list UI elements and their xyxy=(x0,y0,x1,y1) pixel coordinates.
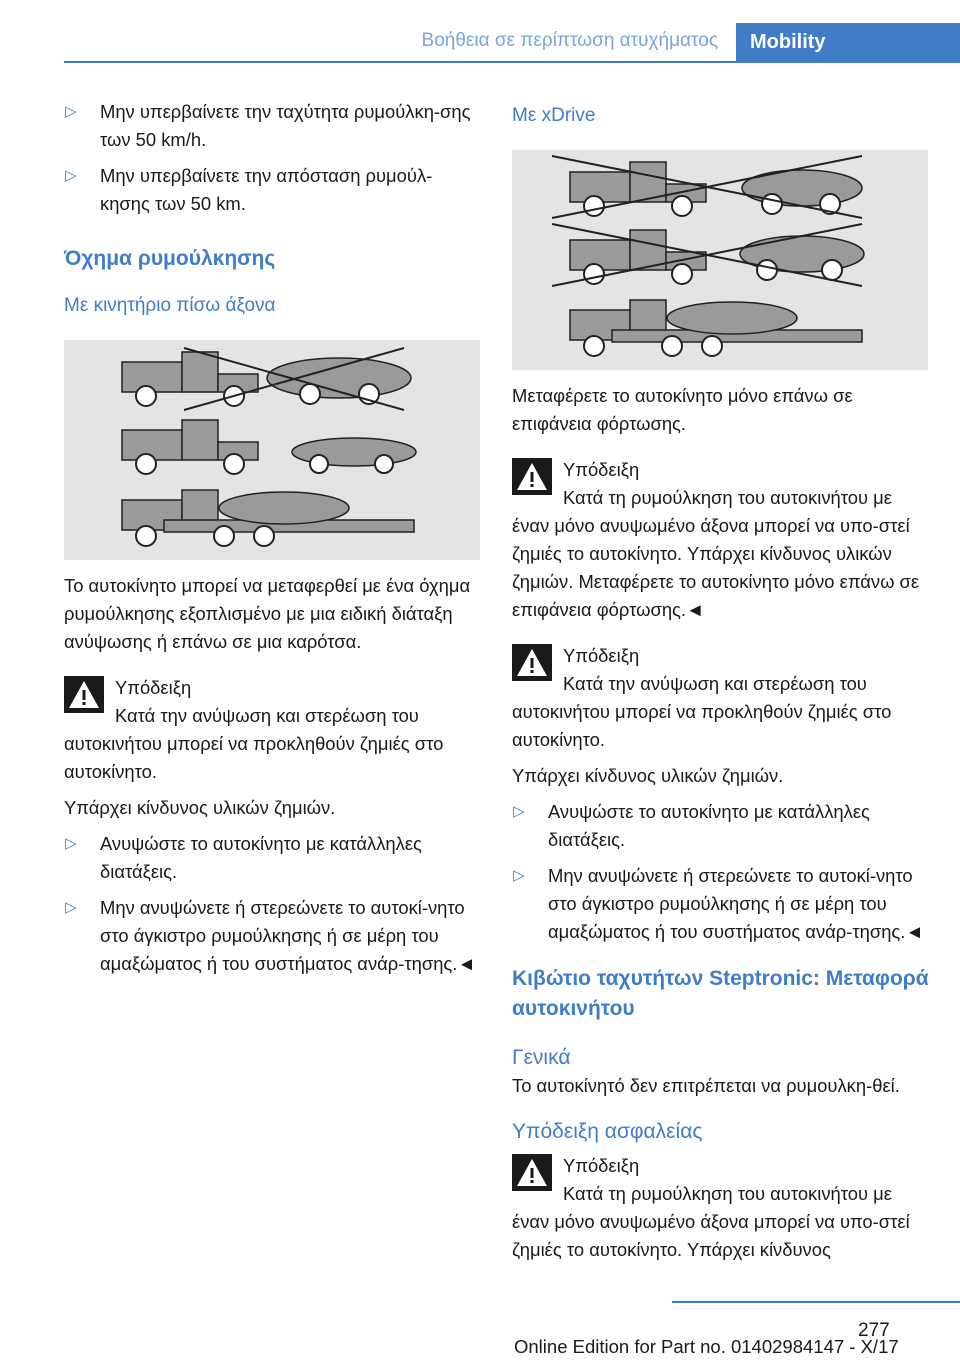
tow-vehicles-illustration xyxy=(512,150,928,370)
paragraph: Μεταφέρετε το αυτοκίνητο μόνο επάνω σε επιφάνεια φόρτωσης. xyxy=(512,385,853,434)
tow-truck-figure-rwd xyxy=(64,340,480,560)
section-heading: Κιβώτιο ταχυτήτων Steptronic: Μεταφορά αυτοκινήτου xyxy=(512,967,929,1020)
triangle-bullet-icon: ▷ xyxy=(65,103,77,120)
warning-note xyxy=(512,1152,929,1264)
warning-text-first: Κατά τη ρυμούλκηση του αυτοκινήτου με xyxy=(563,1183,892,1204)
list-item: ▷ Ανυψώστε το αυτοκίνητο με κατάλληλες διατάξεις. xyxy=(512,798,929,854)
paragraph: Το αυτοκίνητο μπορεί να μεταφερθεί με ένα όχημα ρυμούλκησης εξοπλισμένο με μια ειδική διάταξη ανύψωσης ή επάνω σε μια καρότσα. xyxy=(64,575,471,652)
subsection-heading: Με κινητήριο πίσω άξονα xyxy=(64,295,276,316)
warning-triangle-icon xyxy=(512,1154,552,1191)
header-rule xyxy=(64,61,736,63)
warning-title: Υπόδειξη xyxy=(563,459,640,480)
warning-text-first: Κατά τη ρυμούλκηση του αυτοκινήτου με xyxy=(563,487,892,508)
warning-note xyxy=(512,456,929,624)
warning-text: αυτοκινήτου μπορεί να προκληθούν ζημιές στο αυτοκίνητο. xyxy=(64,733,444,782)
warning-title: Υπόδειξη xyxy=(115,677,192,698)
section-title: Βοήθεια σε περίπτωση ατυχήματος xyxy=(421,30,718,51)
right-column xyxy=(512,98,929,1264)
subsection-heading-general: Γενικά xyxy=(512,1046,571,1069)
warning-title: Υπόδειξη xyxy=(563,645,640,666)
triangle-bullet-icon: ▷ xyxy=(513,867,525,884)
page-header xyxy=(64,0,960,64)
edition-label: Online Edition for Part no. 01402984147 - X/17 xyxy=(514,1336,899,1357)
triangle-bullet-icon: ▷ xyxy=(513,803,525,820)
triangle-bullet-icon: ▷ xyxy=(65,167,77,184)
warning-text-first: Κατά την ανύψωση και στερέωση του xyxy=(115,705,419,726)
warning-text-first: Κατά την ανύψωση και στερέωση του xyxy=(563,673,867,694)
left-column xyxy=(64,98,481,986)
list-item: ▷ Μην ανυψώνετε ή στερεώνετε το αυτοκί-νητο στο άγκιστρο ρυμούλκησης ή σε μέρη του αμαξώματος ή του συστήματος ανάρ-τησης.◄ xyxy=(64,894,481,978)
warning-triangle-icon xyxy=(64,676,104,713)
warning-note xyxy=(64,674,481,786)
chapter-tab: Mobility xyxy=(736,23,960,63)
warning-title: Υπόδειξη xyxy=(563,1155,640,1176)
triangle-bullet-icon: ▷ xyxy=(65,835,77,852)
section-heading: Όχημα ρυμούλκησης xyxy=(64,247,276,270)
page-number: 277 xyxy=(858,1320,890,1341)
warning-triangle-icon xyxy=(512,644,552,681)
list-item: ▷ Μην υπερβαίνετε την ταχύτητα ρυμούλκη-σης των 50 km/h. xyxy=(64,98,481,154)
warning-text: αυτοκινήτου μπορεί να προκληθούν ζημιές στο αυτοκίνητο. xyxy=(512,701,892,750)
warning-text: έναν μόνο ανυψωμένο άξονα μπορεί να υπο-στεί ζημιές το αυτοκίνητο. Υπάρχει κίνδυνος xyxy=(512,1211,910,1260)
subsection-heading-safety: Υπόδειξη ασφαλείας xyxy=(512,1120,703,1143)
paragraph: Το αυτοκίνητό δεν επιτρέπεται να ρυμουλκη-θεί. xyxy=(512,1075,900,1096)
warning-text: έναν μόνο ανυψωμένο άξονα μπορεί να υπο-στεί ζημιές το αυτοκίνητο. Υπάρχει κίνδυνος υλικών ζημιών. Μεταφέρετε το αυτοκίνητο μόνο επάνω σε επιφάνεια φόρτωσης.◄ xyxy=(512,515,920,620)
subsection-heading: Με xDrive xyxy=(512,105,596,126)
list-item: ▷ Μην υπερβαίνετε την απόσταση ρυμούλ-κησης των 50 km. xyxy=(64,162,481,218)
warning-triangle-icon xyxy=(512,458,552,495)
risk-text: Υπάρχει κίνδυνος υλικών ζημιών. xyxy=(512,765,784,786)
list-item: ▷ Μην ανυψώνετε ή στερεώνετε το αυτοκί-νητο στο άγκιστρο ρυμούλκησης ή σε μέρη του αμαξώματος ή του συστήματος ανάρ-τησης.◄ xyxy=(512,862,929,946)
list-item: ▷ Ανυψώστε το αυτοκίνητο με κατάλληλες διατάξεις. xyxy=(64,830,481,886)
risk-text: Υπάρχει κίνδυνος υλικών ζημιών. xyxy=(64,797,336,818)
triangle-bullet-icon: ▷ xyxy=(65,899,77,916)
footer-rule xyxy=(672,1301,960,1303)
tow-truck-figure-xdrive xyxy=(512,150,928,370)
warning-note xyxy=(512,642,929,754)
tow-vehicles-illustration xyxy=(64,340,480,560)
